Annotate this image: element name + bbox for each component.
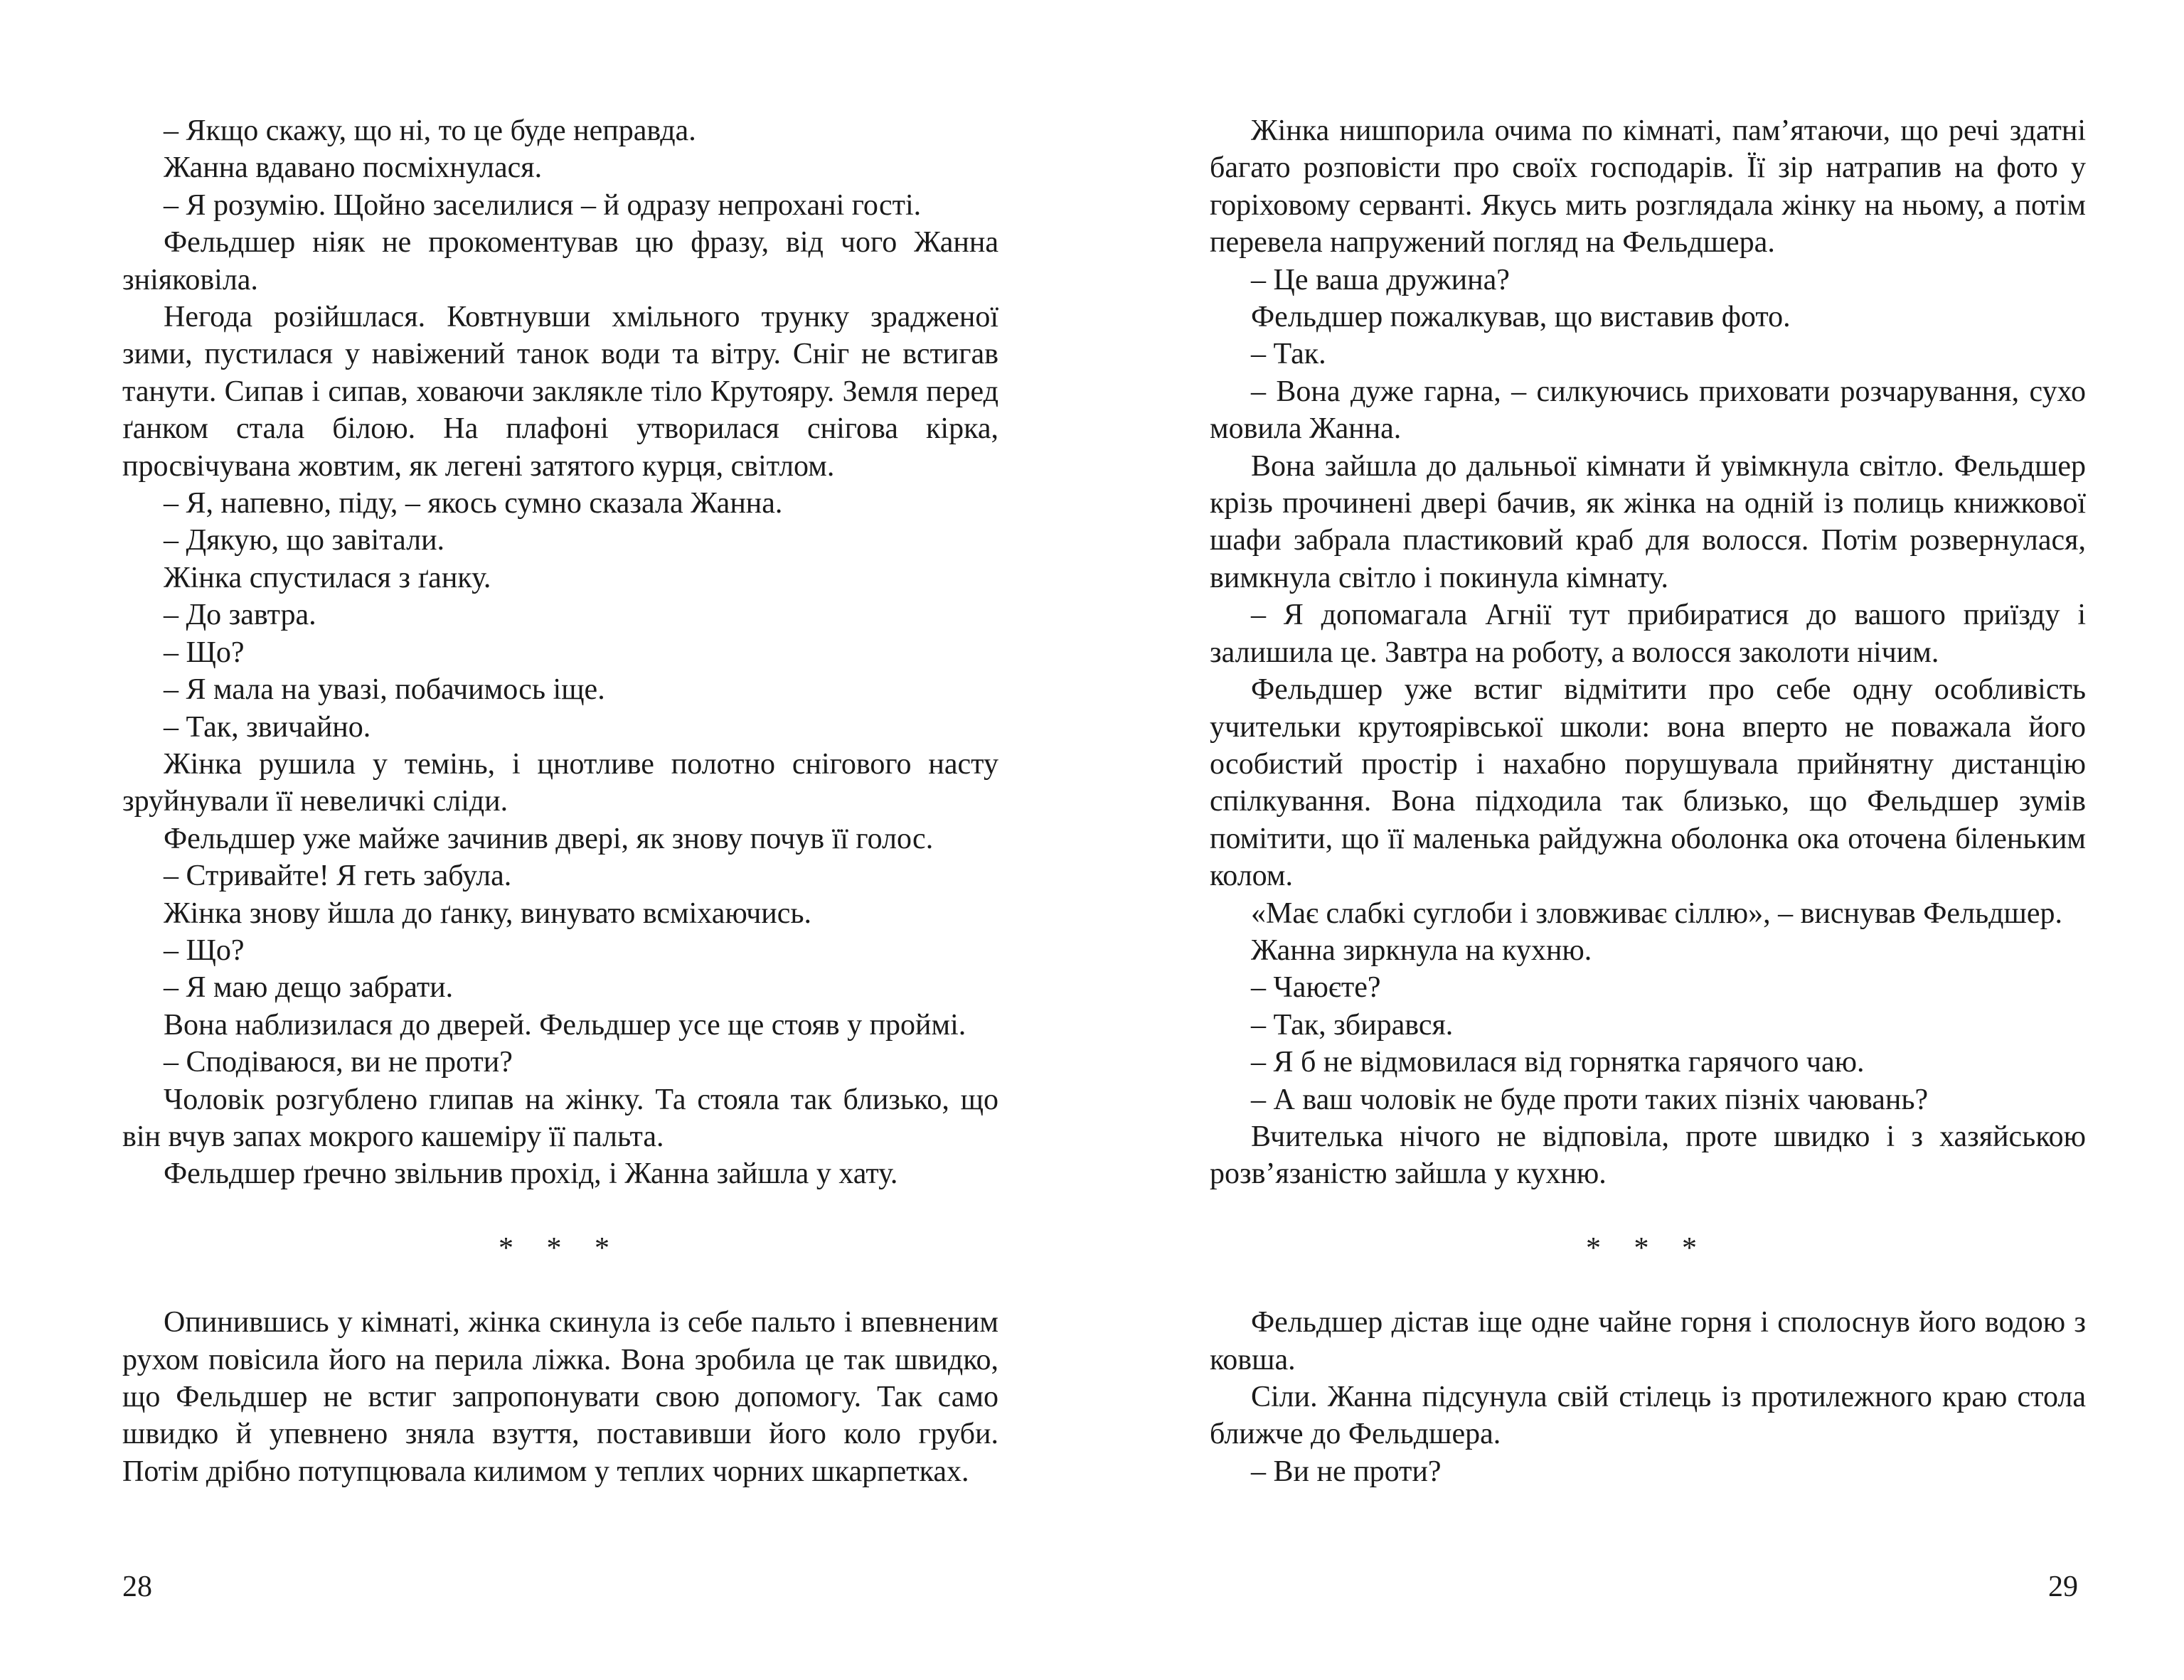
paragraph: Фельдшер уже майже зачинив двері, як знову почув її голос.	[164, 822, 934, 855]
paragraph: – Що?	[164, 933, 245, 967]
paragraph: Фельдшер ніяк не прокоментував цю фразу, від чого Жанна зніяковіла.	[122, 226, 998, 296]
paragraph: Жінка нишпорила очима по кімнаті, пам’ятаючи, що речі здатні багато розповісти про своїх господарів. Її зір натрапив на фото у горіховому серванті. Якусь мить розглядала жінку на ньому, а потім перевела напружений погляд на Фельдшера.	[1210, 114, 2086, 260]
paragraph: Вона зайшла до дальньої кімнати й увімкнула світло. Фельдшер крізь прочинені двері бачив, як жінка на одній із полиць книжкової шафи забрала пластиковий краб для волосся. Потім розвернулася, вимкнула світло і покинула кімнату.	[1210, 449, 2086, 594]
paragraph: – Я розумію. Щойно заселилися – й одразу непрохані гості.	[164, 188, 922, 222]
paragraph: – Ви не проти?	[1251, 1455, 1442, 1488]
paragraph: – Сподіваюся, ви не проти?	[164, 1046, 513, 1079]
paragraph: Жанна зиркнула на кухню.	[1251, 933, 1592, 967]
paragraph: Фельдшер дістав іще одне чайне горня і сполоснув його водою з ковша.	[1210, 1306, 2086, 1376]
paragraph: Жінка рушила у темінь, і цнотливе полотно снігового насту зруйнували її невеличкі сліди.	[122, 747, 998, 818]
paragraph: – Так.	[1251, 338, 1326, 371]
section-separator: * * *	[499, 1231, 622, 1265]
paragraph: – Я б не відмовилася від горнятка гарячого чаю.	[1251, 1046, 1865, 1079]
right-page	[1210, 112, 2086, 1490]
paragraph: Сіли. Жанна підсунула свій стілець із протилежного краю стола ближче до Фельдшера.	[1210, 1381, 2086, 1451]
paragraph: – Я мала на увазі, побачимось іще.	[164, 673, 605, 707]
paragraph: Фельдшер ґречно звільнив прохід, і Жанна зайшла у хату.	[164, 1157, 898, 1191]
paragraph: Жанна вдавано посміхнулася.	[164, 151, 543, 185]
left-page-text-part-2	[122, 1304, 998, 1490]
paragraph: Вона наблизилася до дверей. Фельдшер усе ще стояв у проймі.	[164, 1008, 966, 1042]
page-number-left: 28	[122, 1571, 152, 1603]
paragraph: Негода розійшлася. Ковтнувши хмільного трунку зрадженої зими, пустилася у навіжений танок води та вітру. Сніг не встигав танути. Сипав і сипав, ховаючи заклякле тіло Крутояру. Земля перед ґанком стала білою. На плафоні утворилася снігова кірка, просвічувана жовтим, як легені затятого курця, світлом.	[122, 301, 998, 483]
paragraph: – Дякую, що завітали.	[164, 524, 445, 557]
paragraph: – Це ваша дружина?	[1251, 263, 1510, 296]
paragraph: – Що?	[164, 636, 245, 669]
paragraph: – До завтра.	[164, 599, 316, 632]
right-page-text-part-2	[1210, 1304, 2086, 1490]
paragraph: – Стривайте! Я геть забула.	[164, 860, 512, 893]
paragraph: – Так, збирався.	[1251, 1008, 1454, 1042]
paragraph: Опинившись у кімнаті, жінка скинула із себе пальто і впевненим рухом повісила його на перила ліжка. Вона зробила це так швидко, що Фельдшер не встиг запропонувати свою допомогу. Так само швидко й упевнено зняла взуття, поставивши його коло груби. Потім дрібно потупцювала килимом у теплих чорних шкарпетках.	[122, 1306, 998, 1488]
paragraph: – Я, напевно, піду, – якось сумно сказала Жанна.	[164, 487, 783, 520]
paragraph: Чоловік розгублено глипав на жінку. Та стояла так близько, що він вчув запах мокрого кашеміру її пальта.	[122, 1083, 998, 1153]
paragraph: «Має слабкі суглоби і зловживає сіллю», – виснував Фельдшер.	[1251, 897, 2063, 930]
paragraph: – Вона дуже гарна, – силкуючись приховати розчарування, сухо мовила Жанна.	[1210, 375, 2086, 446]
page-number-right: 29	[2048, 1571, 2078, 1603]
paragraph: – Я допомагала Агнії тут прибиратися до вашого приїзду і залишила це. Завтра на роботу, а волосся заколоти нічим.	[1210, 599, 2086, 669]
paragraph: – Якщо скажу, що ні, то це буде неправда.	[164, 114, 696, 147]
paragraph: – А ваш чоловік не буде проти таких пізніх чаювань?	[1251, 1083, 1929, 1116]
paragraph: – Чаюєте?	[1251, 971, 1381, 1005]
left-page-text-part-1	[122, 112, 998, 1193]
paragraph: – Так, звичайно.	[164, 710, 371, 744]
paragraph: Вчителька нічого не відповіла, проте швидко і з хазяйською розв’язаністю зайшла у кухню.	[1210, 1120, 2086, 1191]
paragraph: Фельдшер пожалкував, що виставив фото.	[1251, 301, 1791, 334]
paragraph: Фельдшер уже встиг відмітити про себе одну особливість учительки крутоярівської школи: вона вперто не поважала його особистий простір і нахабно порушувала прийнятну дистанцію спілкування. Вона підходила так близько, що Фельдшер зумів помітити, що її маленька райдужна оболонка ока оточена біленьким колом.	[1210, 673, 2086, 893]
paragraph: Жінка знову йшла до ґанку, винувато всміхаючись.	[164, 897, 812, 930]
left-page	[122, 112, 998, 1490]
paragraph: Жінка спустилася з ґанку.	[164, 561, 491, 594]
right-page-text-part-1	[1210, 112, 2086, 1193]
section-separator: * * *	[1586, 1231, 1710, 1265]
paragraph: – Я маю дещо забрати.	[164, 971, 454, 1005]
